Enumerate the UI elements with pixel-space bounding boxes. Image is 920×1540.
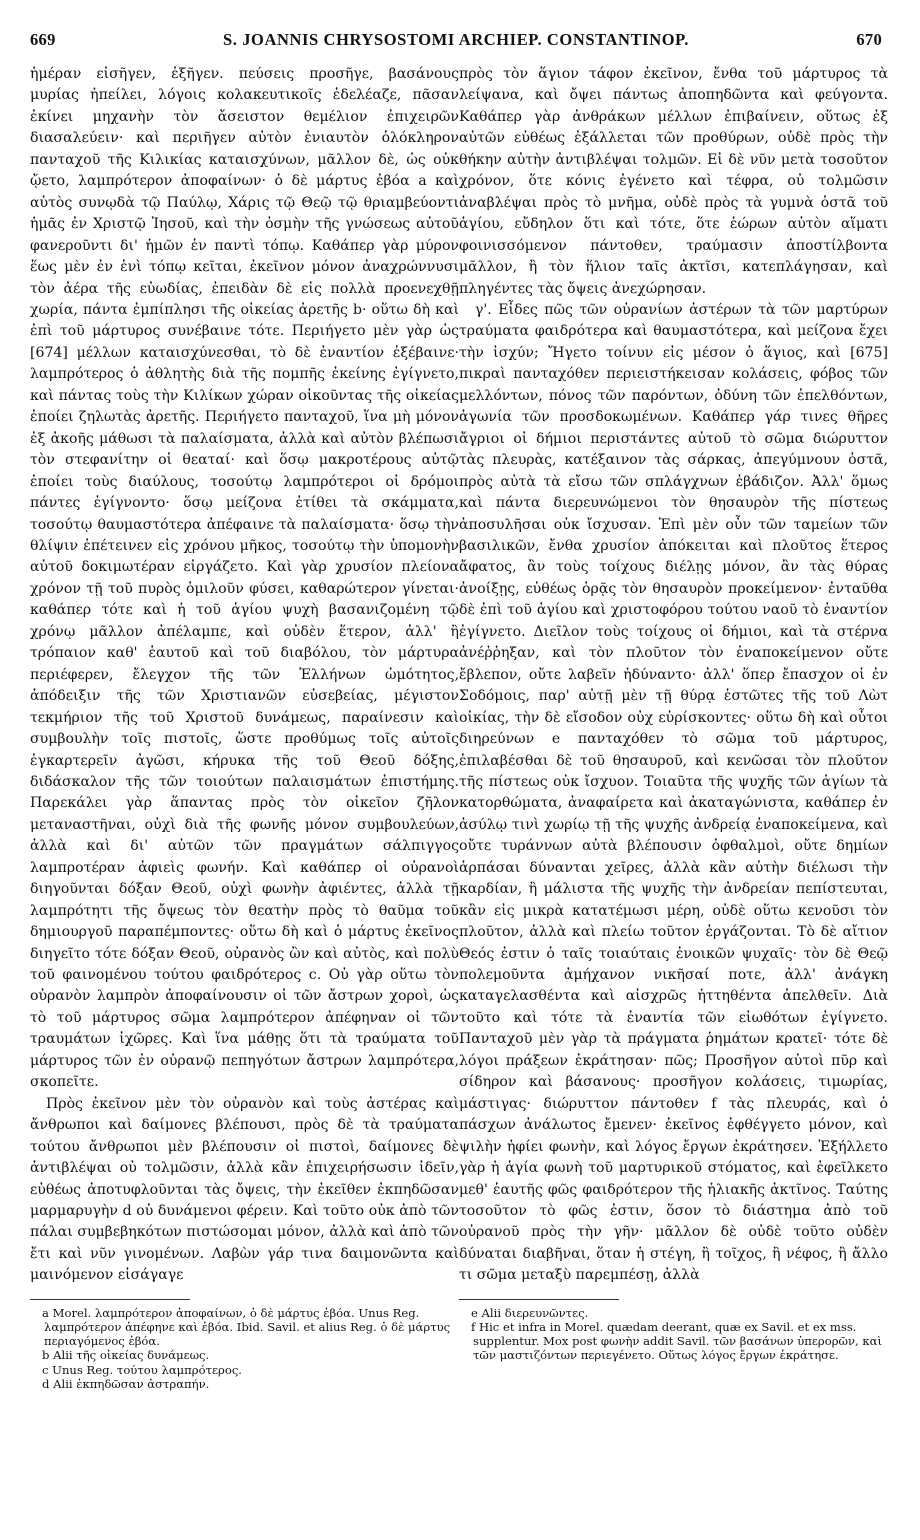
footnote-b: b Alii τῆς οἰκείας δυνάμεως.	[42, 1348, 210, 1363]
right-column-text	[459, 64, 888, 1287]
left-column-text	[30, 64, 459, 1287]
left-paragraph-1: ἡμέραν εἰσῆγεν, ἐξῆγεν. πεύσεις προσῆγε, βασάνους μυρίας ἠπείλει, λόγοις κολακευτικοῖς ἐδελέαζε, πᾶσαν ἐκίνει μηχανὴν τὸν ἄσειστον θεμέλιον ἐπιχειρῶν διασαλεύειν· καὶ περιῆγεν αὐτὸν ἐνιαυτὸν ὁλόκληρον πανταχοῦ τῆς Κιλικίας καταισχύνων, μᾶλλον δὲ, ὡς οὐκ ᾤετο, λαμπρότερον ἀποφαίνων· ὁ δὲ μάρτυς ἐβόα a καὶ αὐτὸς συνῳδὰ τῷ Παύλῳ, Χάρις τῷ Θεῷ τῷ θριαμβεύοντι ἡμᾶς ἐν Χριστῷ Ἰησοῦ, καὶ τὴν ὀσμὴν τῆς γνώσεως αὐτοῦ φανεροῦντι δι' ἡμῶν ἐν παντὶ τόπῳ. Καθάπερ γὰρ μύρον ἕως μὲν ἐν ἑνὶ τόπῳ κεῖται, ἐκεῖνον μόνον ἀναχρώννυσι τὸν ἀέρα τῆς εὐωδίας, ἐπειδὰν δὲ εἰς πολλὰ προενεχθῇ χωρία, πάντα ἐμπίπλησι τῆς οἰκείας ἀρετῆς b· οὕτω δὴ καὶ ἐπὶ τοῦ μάρτυρος συνέβαινε τότε. Περιήγετο μὲν γὰρ ὡς [674] μέλλων καταισχύνεσθαι, τὸ δὲ ἐναντίον ἐξέβαινε· λαμπρότερος ὁ ἀθλητὴς διὰ τῆς πομπῆς ἐκείνης ἐγίγνετο, καὶ πάντας τοὺς τὴν Κιλίκων χώραν οἰκοῦντας τῆς οἰκείας ἐποίει ζηλωτὰς ἀρετῆς. Περιήγετο πανταχοῦ, ἵνα μὴ μόνον ἐξ ἀκοῆς μάθωσι τὰ παλαίσματα, ἀλλὰ καὶ αὐτὸν βλέπωσι τὸν στεφανίτην οἱ θεαταί· καὶ ὅσῳ μακροτέρους αὐτῷ ἐποίει τοὺς διαύλους, τοσούτῳ λαμπρότεροι οἱ δρόμοι πάντες ἐγίγνοντο· ὅσῳ μείζονα ἐτίθει τὰ σκάμματα, τοσούτῳ θαυμαστότερα ἀπέφαινε τὰ παλαίσματα· ὅσῳ τὴν θλίψιν ἐπέτεινεν εἰς χρόνου μῆκος, τοσούτῳ τὴν ὑπομονὴν αὐτοῦ δοκιμωτέραν εἰργάζετο. Καὶ γὰρ χρυσίον πλείονα χρόνον τῇ τοῦ πυρὸς ὁμιλοῦν φύσει, καθαρώτερον γίνεται· καθάπερ τότε καὶ ἡ τοῦ ἁγίου ψυχὴ βασανιζομένη τῷ χρόνῳ μᾶλλον ἀπέλαμπε, καὶ οὐδὲν ἕτερον, ἀλλ' ἢ τρόπαιον καθ' ἑαυτοῦ καὶ τοῦ διαβόλου, τὸν μάρτυρα περιέφερεν, ἔλεγχον τῆς τῶν Ἑλλήνων ὠμότητος, ἀπόδειξιν τῆς τῶν Χριστιανῶν εὐσεβείας, μέγιστον τεκμήριον τῆς τοῦ Χριστοῦ δυνάμεως, παραίνεσιν καὶ συμβουλὴν τοῖς πιστοῖς, ὥστε προθύμως τοῖς αὐτοῖς ἐγκαρτερεῖν ἀγῶσι, κήρυκα τῆς τοῦ Θεοῦ δόξης, διδάσκαλον τῆς τῶν τοιούτων παλαισμάτων ἐπιστήμης. Παρεκάλει γὰρ ἅπαντας πρὸς τὸν οἰκεῖον ζῆλον μεταναστῆναι, οὐχὶ διὰ τῆς φωνῆς μόνον συμβουλεύων, ἀλλὰ καὶ δι' αὐτῶν τῶν πραγμάτων σάλπιγγος λαμπροτέραν ἀφιεὶς φωνήν. Καὶ καθάπερ οἱ οὐρανοὶ διηγοῦνται δόξαν Θεοῦ, οὐχὶ φωνὴν ἀφιέντες, ἀλλὰ τῇ λαμπρότητι τῆς ὄψεως τὸν θεατὴν πρὸς τὸ θαῦμα τοῦ δημιουργοῦ παραπέμποντες· οὕτω δὴ καὶ ὁ μάρτυς ἐκεῖνος διηγεῖτο τότε δόξαν Θεοῦ, οὐρανὸς ὢν καὶ αὐτὸς, καὶ πολὺ τοῦ φαινομένου τούτου φαιδρότερος c. Οὐ γὰρ οὕτω τὸν οὐρανὸν λαμπρὸν ἀποφαίνουσιν οἱ τῶν ἄστρων χοροὶ, ὡς τὸ τοῦ μάρτυρος σῶμα λαμπρότερον ἀπέφηναν οἱ τῶν τραυμάτων ἰχῶρες. Καὶ ἵνα μάθῃς ὅτι τὰ τραύματα τοῦ μάρτυρος τῶν ἐν οὐρανῷ πεπηγότων ἄστρων λαμπρότερα, σκοπεῖτε.	[30, 66, 459, 1091]
left-paragraph-2: Πρὸς ἐκεῖνον μὲν τὸν οὐρανὸν καὶ τοὺς ἀστέρας καὶ ἄνθρωποι καὶ δαίμονες βλέπουσι, πρὸς δὲ τὰ τραύματα τούτου ἄνθρωποι μὲν βλέπουσιν οἱ πιστοὶ, δαίμονες δὲ ἀντιβλέψαι οὐ τολμῶσιν, ἀλλὰ κἂν ἐπιχειρήσωσιν ἰδεῖν, εὐθέως ἀποτυφλοῦνται τὰς ὄψεις, τὴν ἐκεῖθεν ἐκπηδῶσαν μαρμαρυγὴν d οὐ δυνάμενοι φέρειν. Καὶ τοῦτο οὐκ ἀπὸ τῶν πάλαι συμβεβηκότων πιστώσομαι μόνον, ἀλλὰ καὶ ἀπὸ τῶν ἔτι καὶ νῦν γινομένων. Λαβὼν γάρ τινα δαιμονῶντα καὶ μαινόμενον εἰσάγαγε	[30, 1095, 459, 1284]
footnote-c: c Unus Reg. τούτου λαμπρότερος.	[42, 1362, 242, 1377]
right-page-number: 670	[856, 30, 882, 49]
footnote-f: f Hic et infra in Morel. quædam deerant, quæ ex Savil. et ex mss. supplentur. Mox post φωνὴν addit Savil. τῶν βασάνων ὑπερορῶν, καὶ τῶν μαστιζόντων περιεγένετο. Οὕτως λόγος ἔργων ἐκράτησε.	[471, 1320, 883, 1363]
two-column-body	[30, 64, 888, 1391]
running-title: S. JOANNIS CHRYSOSTOMI ARCHIEP. CONSTANTINOP.	[222, 30, 690, 49]
right-paragraph-2: γ'. Εἶδες πῶς τῶν οὐρανίων ἀστέρων τὰ τῶν μαρτύρων τραύματα φαιδρότερα καὶ θαυμαστότερα, καὶ μείζονα ἔχει τὴν ἰσχύν; Ἤγετο τοίνυν εἰς μέσον ὁ ἅγιος, καὶ [675] πικραὶ πανταχόθεν περιειστήκεισαν κολάσεις, φόβος τῶν μελλόντων, πόνος τῶν παρόντων, ὀδύνη τῶν ἐπελθόντων, ἀγωνία τῶν προσδοκωμένων. Καθάπερ γάρ τινες θῆρες ἄγριοι οἱ δήμιοι περιστάντες αὐτοῦ τὸ σῶμα διώρυττον τὰς πλευρὰς, κατέξαινον τὰς σάρκας, ἀπεγύμνουν ὀστᾶ, πρὸς αὐτὰ τὰ εἴσω τῶν σπλάγχνων ἐβάδιζον. Ἀλλ' ὅμως καὶ πάντα διερευνώμενοι τὸν θησαυρὸν τῆς πίστεως ἀποσυλῆσαι οὐκ ἴσχυσαν. Ἐπὶ μὲν οὖν τῶν ταμείων τῶν βασιλικῶν, ἔνθα χρυσίον ἀπόκειται καὶ πλοῦτος ἕτερος ἄφατος, ἂν τοὺς τοίχους διέλῃς μόνον, ἂν τὰς θύρας ἀνοίξῃς, εὐθέως ὁρᾷς τὸν θησαυρὸν προκείμενον· ἐνταῦθα δὲ ἐπὶ τοῦ ἁγίου καὶ χριστοφόρου τούτου ναοῦ τὸ ἐναντίον ἐγίγνετο. Διεῖλον τοὺς τοίχους οἱ δήμιοι, καὶ τὰ στέρνα ἀνέῤῥηξαν, καὶ τὸν πλοῦτον τὸν ἐναποκείμενον οὔτε ἔβλεπον, οὔτε λαβεῖν ἠδύναντο· ἀλλ' ὅπερ ἔπασχον οἱ ἐν Σοδόμοις, παρ' αὐτῇ μὲν τῇ θύρᾳ ἑστῶτες τῆς τοῦ Λὼτ οἰκίας, τὴν δὲ εἴσοδον οὐχ εὑρίσκοντες· οὕτω δὴ καὶ οὗτοι διηρεύνων e πανταχόθεν τὸ σῶμα τοῦ μάρτυρος, ἐπιλαβέσθαι δὲ τοῦ θησαυροῦ, καὶ κενῶσαι τὸν πλοῦτον τῆς πίστεως οὐκ ἴσχυον. Τοιαῦτα τῆς ψυχῆς τῶν ἁγίων τὰ κατορθώματα, ἀναφαίρετα καὶ ἀκαταγώνιστα, καθάπερ ἐν ἀσύλῳ τινὶ χωρίῳ τῇ τῆς ψυχῆς ἀνδρείᾳ ἐναποκείμενα, καὶ οὔτε τυράννων αὐτὰ βλέπουσιν ὀφθαλμοὶ, οὔτε δημίων ἁρπάσαι δύνανται χεῖρες, ἀλλὰ κἂν αὐτὴν διέλωσι τὴν καρδίαν, ἢ μάλιστα τῆς ψυχῆς τὴν ἀνδρείαν πεπίστευται, κἂν εἰς μικρὰ κατατέμωσι μέρη, οὐδὲ οὕτω κενοῦσι τὸν πλοῦτον, ἀλλὰ καὶ πλείω τοῦτον ἐργάζονται. Τὸ δὲ αἴτιον Θεός ἐστιν ὁ ταῖς τοιαύταις ἐνοικῶν ψυχαῖς· τὸν δὲ Θεῷ πολεμοῦντα ἀμήχανον νικῆσαί ποτε, ἀλλ' ἀνάγκη καταγελασθέντα καὶ αἰσχρῶς ἡττηθέντα ἀπελθεῖν. Διὰ τοῦτο καὶ τότε τὰ ἐναντία τῶν εἰωθότων ἐγίγνετο. Πανταχοῦ μὲν γὰρ τὰ πράγματα ῥημάτων κρατεῖ· τότε δὲ λόγοι πράξεων ἐκράτησαν· πῶς; Προσῆγον αὐτοὶ πῦρ καὶ σίδηρον καὶ βάσανους· προσῆγον κολάσεις, τιμωρίας, μάστιγας· διώρυττον πάντοθεν f τὰς πλευράς, καὶ ὁ πάσχων ἀνάλωτος ἔμενεν· ἐκεῖνος ἐφθέγγετο μόνον, καὶ ψιλὴν ἠφίει φωνὴν, καὶ λόγος ἔργων ἐκράτησεν. Ἐξήλλετο γὰρ ἡ ἁγία φωνὴ τοῦ μαρτυρικοῦ στόματος, καὶ ἐφεῖλκετο μεθ' ἑαυτῆς φῶς φαιδρότερον τῆς ἡλιακῆς ἀκτῖνος. Ταύτης τοσοῦτον τὸ φῶς ἐστιν, ὅσον τὸ διάστημα ἀπὸ τοῦ οὐρανοῦ πρὸς τὴν γῆν· μᾶλλον δὲ οὐδὲ τοῦτο οὐδὲν δύναται διαβῆναι, ὅταν ἡ στέγη, ἢ τοῖχος, ἢ νέφος, ἢ ἄλλο τι σῶμα μεταξὺ παρεμπέσῃ, ἀλλὰ	[459, 301, 888, 1284]
right-paragraph-1: πρὸς τὸν ἅγιον τάφον ἐκεῖνον, ἔνθα τοῦ μάρτυρος τὰ λείψανα, καὶ ὄψει πάντως ἀποπηδῶντα καὶ φεύγοντα. Καθάπερ γὰρ ἀνθράκων μέλλων ἐπιβαίνειν, οὕτως ἐξ αὐτῶν εὐθέως ἐξάλλεται τῶν προθύρων, οὐδὲ πρὸς τὴν θήκην αὐτὴν ἀντιβλέψαι τολμῶν. Εἰ δὲ νῦν μετὰ τοσοῦτον χρόνον, ὅτε κόνις ἐγένετο καὶ τέφρα, οὐ τολμῶσιν ἀναβλέψαι πρὸς τὸ μνῆμα, οὐδὲ πρὸς τὰ γυμνὰ ὀστᾶ τοῦ ἁγίου, εὔδηλον ὅτι καὶ τότε, ὅτε ἑώρων αὐτὸν αἵματι φοινισσόμενον πάντοθεν, τραύμασιν ἀποστίλβοντα μᾶλλον, ἢ τὸν ἥλιον ταῖς ἀκτῖσι, κατεπλάγησαν, καὶ πληγέντες τὰς ὄψεις ἀνεχώρησαν.	[459, 66, 888, 297]
footnote-e: e Alii διερευνῶντες.	[471, 1305, 589, 1320]
left-footnotes	[30, 1306, 459, 1391]
right-footnotes	[459, 1306, 888, 1363]
left-column	[30, 64, 459, 1391]
right-column	[459, 64, 888, 1391]
footnote-divider	[30, 1299, 190, 1300]
left-page-number: 669	[30, 30, 56, 49]
running-header	[30, 30, 888, 56]
footnote-d: d Alii ἐκπηδῶσαν ἀστραπήν.	[42, 1376, 210, 1391]
footnote-divider	[459, 1299, 619, 1300]
footnote-a: a Morel. λαμπρότερον ἀποφαίνων, ὁ δὲ μάρτυς ἐβόα. Unus Reg. λαμπρότερον ἀπέφηνε καὶ ἐβόα. Ibid. Savil. et alius Reg. ὁ δὲ μάρτυς περιαγόμενος ἐβόα.	[42, 1305, 451, 1349]
